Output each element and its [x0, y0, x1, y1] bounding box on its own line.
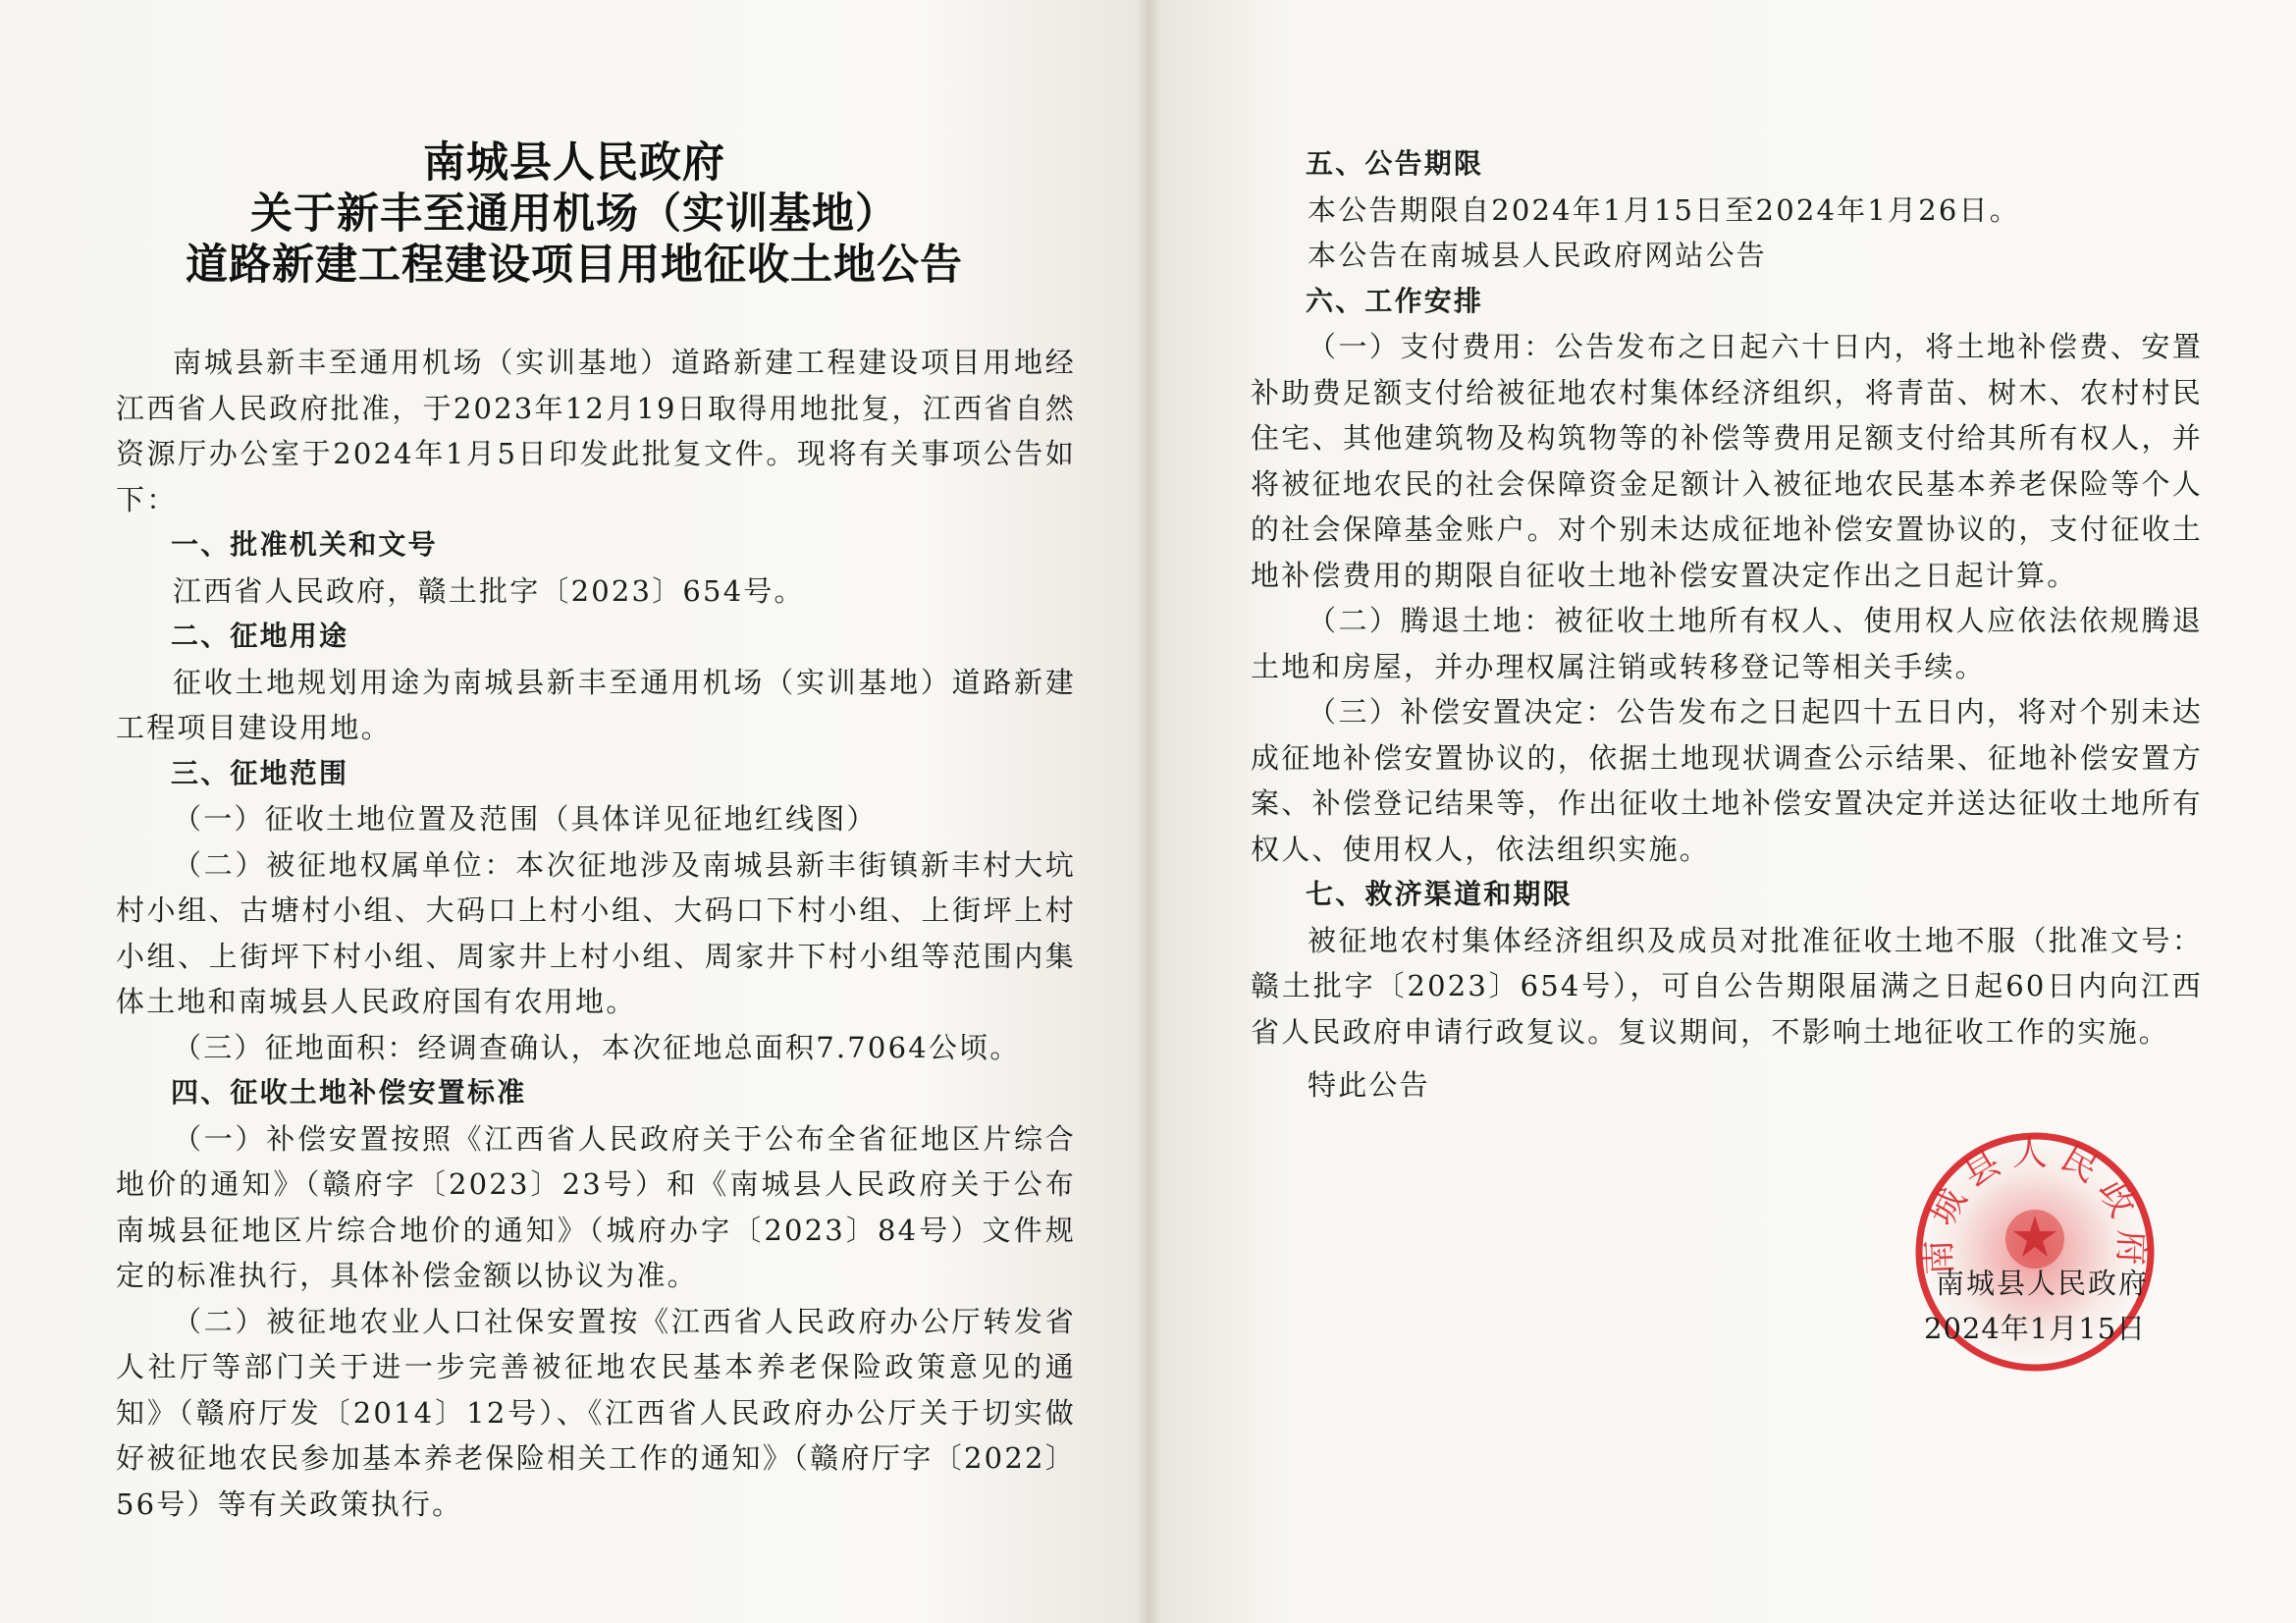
section-6-item-2: （二）腾退土地：被征收土地所有权人、使用权人应依法依规腾退土地和房屋，并办理权属注销或转移登记等相关手续。: [1251, 604, 2203, 683]
section-3-heading: 三、征地范围: [171, 756, 349, 789]
section-6-item-3: （三）补偿安置决定：公告发布之日起四十五日内，将对个别未达成征地补偿安置协议的，依据土地现状调查公示结果、征地补偿安置方案、补偿登记结果等，作出征收土地补偿安置决定并送达征收土地所有权人、使用权人，依法组织实施。: [1251, 695, 2203, 866]
right-body-text: [1251, 141, 2203, 1109]
intro-paragraph: 南城县新丰至通用机场（实训基地）道路新建工程建设项目用地经江西省人民政府批准，于2023年12月19日取得用地批复，江西省自然资源厅办公室于2024年1月5日印发此批复文件。现将有关事项公告如下：: [116, 346, 1076, 516]
section-2-text: 征收土地规划用途为南城县新丰至通用机场（实训基地）道路新建工程项目建设用地。: [116, 665, 1076, 744]
section-6-item-1: （一）支付费用：公告发布之日起六十日内，将土地补偿费、安置补助费足额支付给被征地农村集体经济组织，将青苗、树木、农村村民住宅、其他建筑物及构筑物等的补偿等费用足额支付给其所有权人，并将被征地农民的社会保障资金足额计入被征地农民基本养老保险等个人的社会保障基金账户。对个别未达成征地补偿安置协议的，支付征收土地补偿费用的期限自征收土地补偿安置决定作出之日起计算。: [1251, 330, 2203, 592]
title-line-3: 道路新建工程建设项目用地征收土地公告: [186, 241, 963, 290]
seal-arc-text: 南城县人民政府: [1918, 1132, 2152, 1276]
section-4-item-1: （一）补偿安置按照《江西省人民政府关于公布全省征地区片综合地价的通知》（赣府字〔2023〕23号）和《南城县人民政府关于公布南城县征地区片综合地价的通知》（城府办字〔2023〕84号）文件规定的标准执行，具体补偿金额以协议为准。: [116, 1121, 1076, 1292]
title-line-1: 南城县人民政府: [423, 138, 725, 188]
title-line-2: 关于新丰至通用机场（实训基地）: [250, 189, 898, 239]
page-gutter-shadow: [1137, 0, 1160, 1623]
section-7-text: 被征地农村集体经济组织及成员对批准征收土地不服（批准文号：赣土批字〔2023〕654号），可自公告期限届满之日起60日内向江西省人民政府申请行政复议。复议期间，不影响土地征收工作的实施。: [1251, 923, 2203, 1049]
document-title: [118, 137, 1031, 291]
closing-text: 特此公告: [1308, 1068, 1430, 1102]
section-1-heading: 一、批准机关和文号: [171, 528, 438, 561]
section-1-text: 江西省人民政府，赣土批字〔2023〕654号。: [173, 573, 805, 608]
section-2-heading: 二、征地用途: [171, 620, 349, 652]
section-7-heading: 七、救济渠道和期限: [1306, 878, 1573, 910]
national-emblem-icon: [2005, 1210, 2064, 1269]
section-3-item-2: （二）被征地权属单位：本次征地涉及南城县新丰街镇新丰村大坑村小组、古塘村小组、大码口上村小组、大码口下村小组、上街坪上村小组、上街坪下村小组、周家井上村小组、周家井下村小组等范围内集体土地和南城县人民政府国有农用地。: [116, 847, 1076, 1018]
section-3-item-3: （三）征地面积：经调查确认，本次征地总面积7.7064公顷。: [173, 1030, 1021, 1064]
section-5-website: 本公告在南城县人民政府网站公告: [1308, 239, 1768, 272]
section-4-heading: 四、征收土地补偿安置标准: [171, 1076, 527, 1109]
issue-date: 2024年1月15日: [1924, 1312, 2147, 1345]
section-6-heading: 六、工作安排: [1306, 284, 1484, 317]
issuer-name: 南城县人民政府: [1936, 1267, 2150, 1300]
section-5-period: 本公告期限自2024年1月15日至2024年1月26日。: [1308, 192, 2020, 227]
section-4-item-2: （二）被征地农业人口社保安置按《江西省人民政府办公厅转发省人社厅等部门关于进一步完善被征地农民基本养老保险政策意见的通知》（赣府厅发〔2014〕12号）、《江西省人民政府办公厅关于切实做好被征地农民参加基本养老保险相关工作的通知》（赣府厅字〔2022〕56号）等有关政策执行。: [116, 1304, 1076, 1521]
section-5-heading: 五、公告期限: [1306, 147, 1484, 180]
section-3-item-1: （一）征收土地位置及范围（具体详见征地红线图）: [173, 802, 878, 836]
left-body-text: [116, 340, 1076, 1527]
